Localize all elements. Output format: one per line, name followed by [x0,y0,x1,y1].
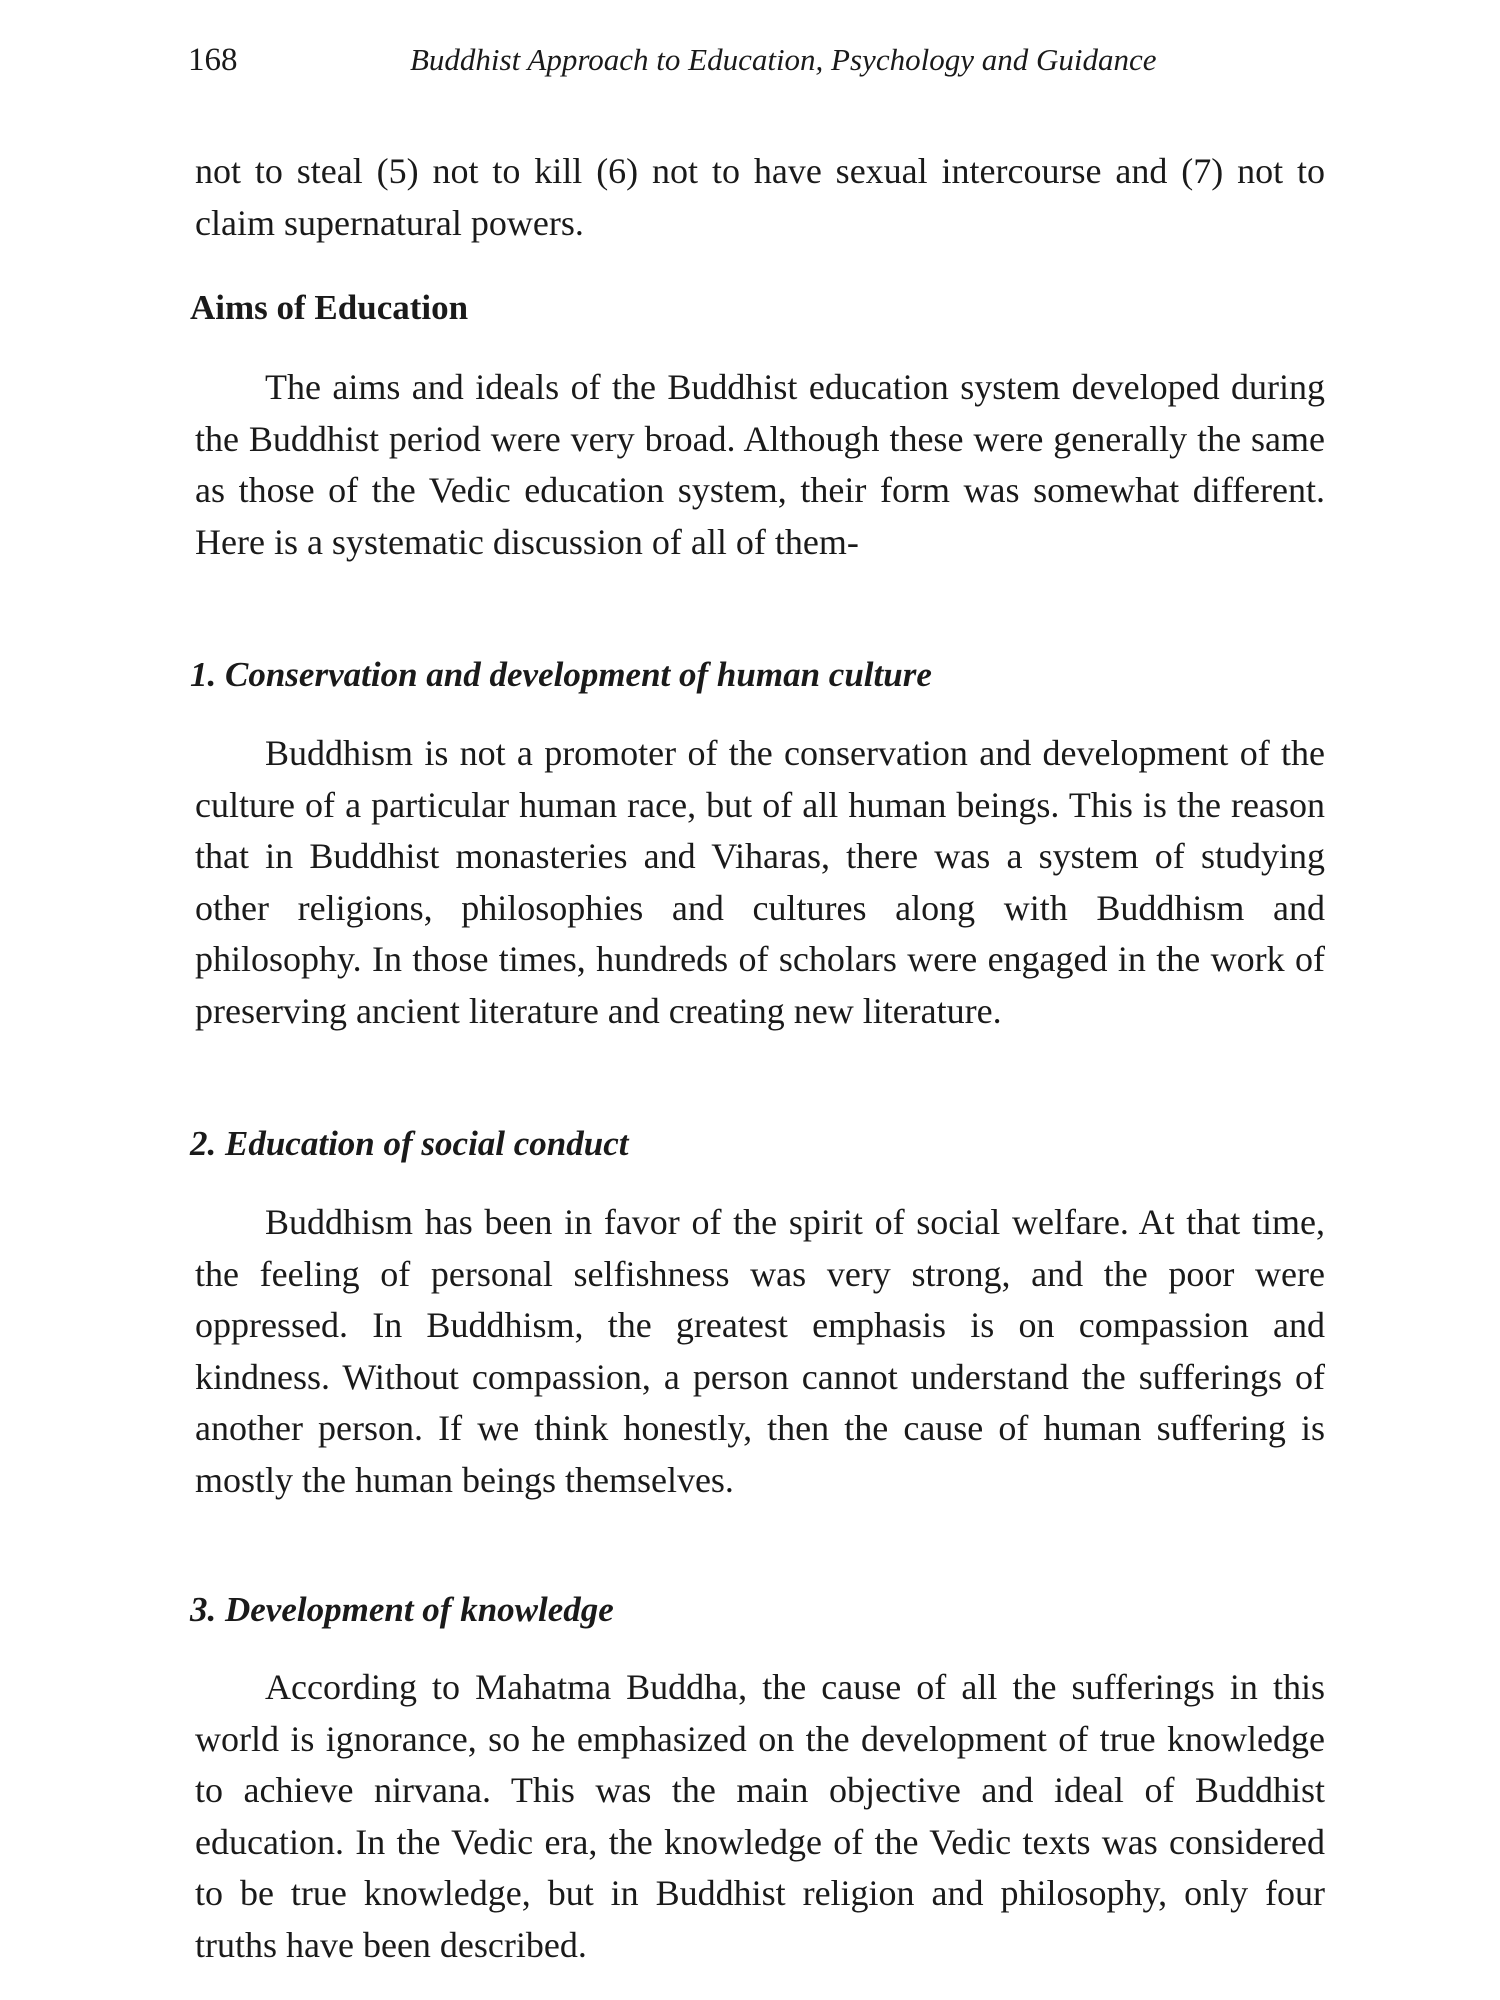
subsection-heading-3: 3. Development of knowledge [190,1590,614,1629]
subsection-heading-1: 1. Conservation and development of human culture [190,655,932,694]
subsection-paragraph-1: Buddhism is not a promoter of the conservation and development of the culture of a particular human race, but of all human beings. This is the reason that in Buddhist monasteries and Viharas, there was a system of studying other religions, philosophies and cultures along with Buddhism and philosophy. In those times, hundreds of scholars were engaged in the work of preserving ancient literature and creating new literature. [195,733,1325,1031]
section-heading: Aims of Education [190,288,469,327]
page-number: 168 [188,42,238,78]
subsection-heading-2: 2. Education of social conduct [190,1124,629,1163]
section-paragraph: The aims and ideals of the Buddhist education system developed during the Buddhist period were very broad. Although these were generally the same as those of the Vedic education system, their form was somewhat different. Here is a systematic discussion of all of them- [195,367,1325,562]
running-title: Buddhist Approach to Education, Psychology and Guidance [410,42,1157,77]
intro-paragraph: not to steal (5) not to kill (6) not to have sexual intercourse and (7) not to claim supernatural powers. [195,151,1325,243]
subsection-paragraph-2: Buddhism has been in favor of the spirit of social welfare. At that time, the feeling of personal selfishness was very strong, and the poor were oppressed. In Buddhism, the greatest emphasis is on compassion and kindness. Without compassion, a person cannot understand the sufferings of another person. If we think honestly, then the cause of human suffering is mostly the human beings themselves. [195,1202,1325,1500]
running-header [188,42,1318,92]
subsection-paragraph-3: According to Mahatma Buddha, the cause of all the sufferings in this world is ignorance, so he emphasized on the development of true knowledge to achieve nirvana. This was the main objective and ideal of Buddhist education. In the Vedic era, the knowledge of the Vedic texts was considered to be true knowledge, but in Buddhist religion and philosophy, only four truths have been described. [195,1667,1325,1965]
